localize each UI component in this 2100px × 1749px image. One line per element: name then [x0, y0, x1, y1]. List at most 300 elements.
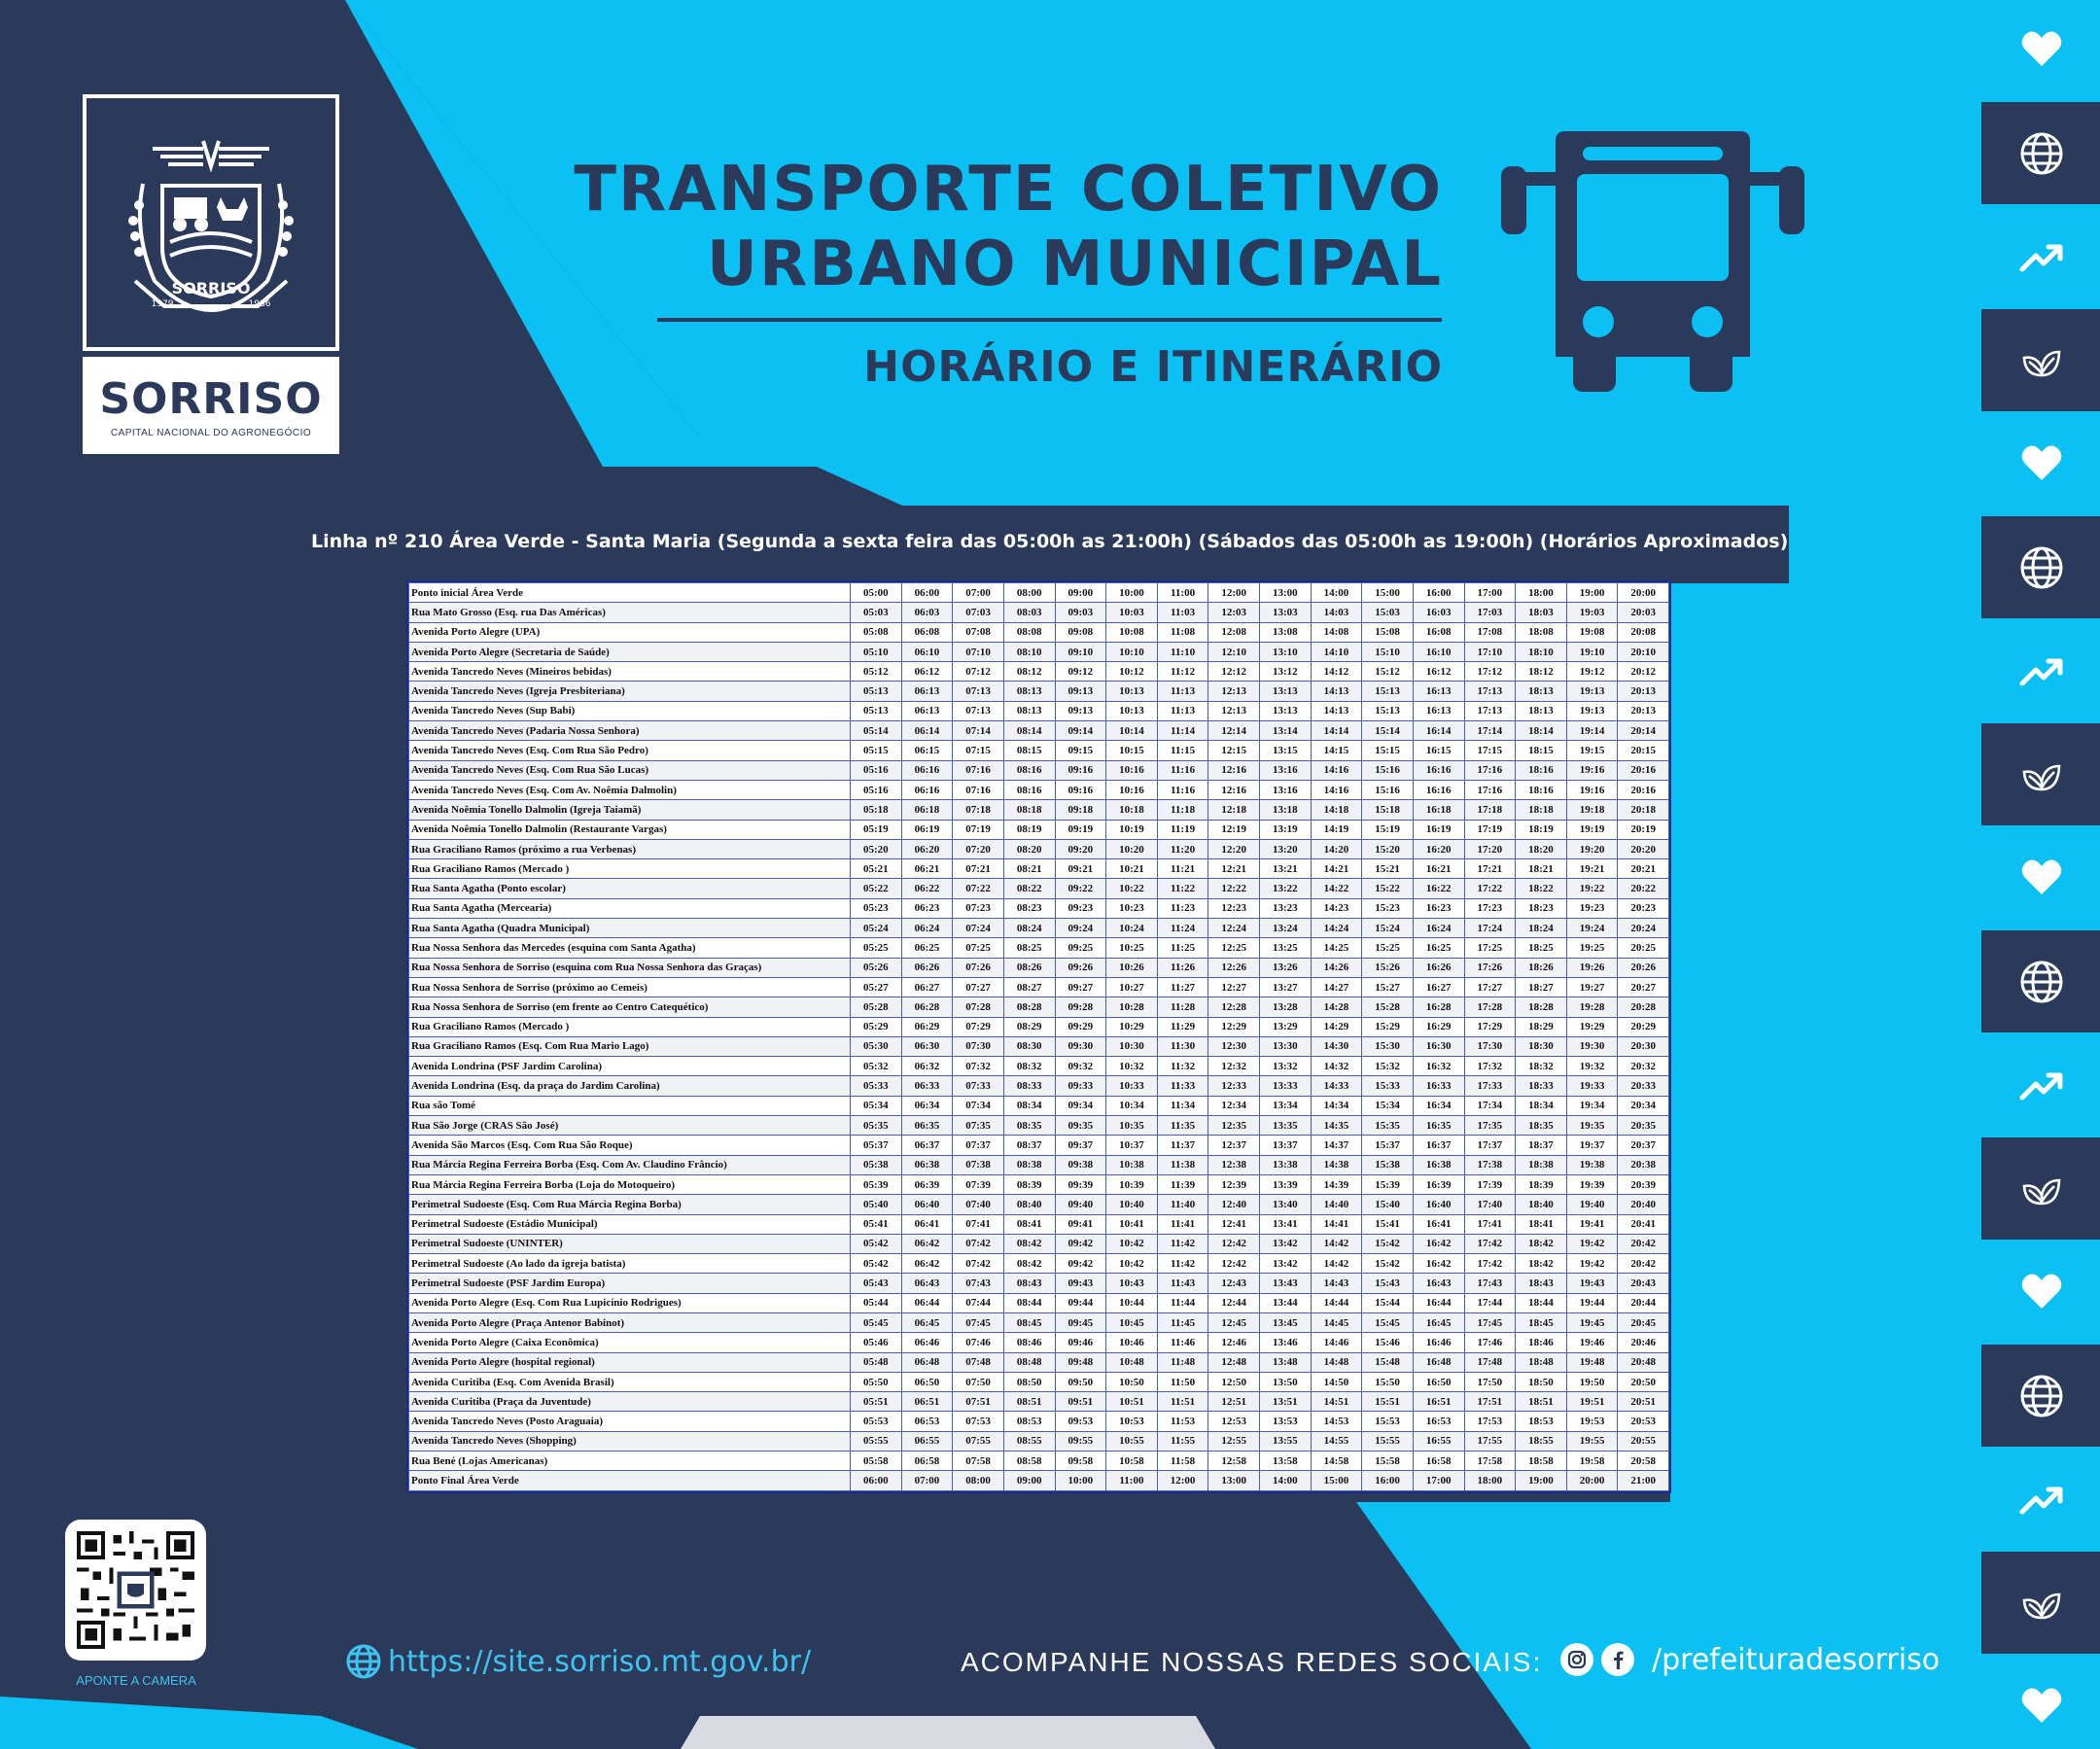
- departure-time: 14:58: [1311, 1452, 1362, 1471]
- social-handle[interactable]: /prefeituradesorriso: [1652, 1643, 1941, 1677]
- departure-time: 20:43: [1618, 1274, 1669, 1293]
- departure-time: 07:38: [953, 1155, 1004, 1174]
- departure-time: 09:16: [1055, 760, 1106, 780]
- departure-time: 05:39: [851, 1174, 902, 1194]
- departure-time: 17:48: [1464, 1352, 1516, 1372]
- globe-icon: [2019, 1374, 2064, 1418]
- departure-time: 15:18: [1362, 800, 1414, 820]
- departure-time: 06:12: [901, 662, 953, 682]
- departure-time: 18:51: [1516, 1392, 1567, 1412]
- table-row: [409, 820, 1669, 839]
- departure-time: 12:50: [1208, 1372, 1260, 1391]
- departure-time: 11:30: [1157, 1036, 1208, 1056]
- departure-time: 11:10: [1157, 642, 1208, 661]
- departure-time: 07:29: [953, 1017, 1004, 1036]
- departure-time: 11:25: [1157, 938, 1208, 958]
- departure-time: 11:38: [1157, 1155, 1208, 1174]
- departure-time: 06:10: [901, 642, 953, 661]
- departure-time: 15:16: [1362, 780, 1414, 799]
- departure-time: 16:18: [1413, 800, 1464, 820]
- table-row: [409, 721, 1669, 741]
- departure-time: 15:44: [1362, 1293, 1414, 1312]
- departure-time: 12:48: [1208, 1352, 1260, 1372]
- departure-time: 08:13: [1003, 701, 1055, 720]
- departure-time: 18:24: [1516, 919, 1567, 938]
- departure-time: 19:10: [1566, 642, 1618, 661]
- departure-time: 08:00: [953, 1471, 1004, 1491]
- departure-time: 13:00: [1260, 583, 1312, 603]
- departure-time: 18:03: [1516, 603, 1567, 622]
- departure-time: 12:30: [1208, 1036, 1260, 1056]
- departure-time: 18:42: [1516, 1234, 1567, 1253]
- departure-time: 17:12: [1464, 662, 1516, 682]
- table-row: [409, 859, 1669, 879]
- table-row: [409, 1293, 1669, 1312]
- table-row: [409, 1057, 1669, 1076]
- side-icon-tile: [1981, 1448, 2100, 1550]
- departure-time: 07:44: [953, 1293, 1004, 1312]
- departure-time: 18:30: [1516, 1036, 1567, 1056]
- departure-time: 05:46: [851, 1333, 902, 1352]
- departure-time: 11:33: [1157, 1076, 1208, 1096]
- stop-name: Rua Nossa Senhora de Sorriso (em frente ao Centro Catequético): [409, 997, 851, 1017]
- departure-time: 13:14: [1260, 721, 1312, 741]
- stop-name: Avenida Tancredo Neves (Esq. Com Rua São Pedro): [409, 741, 851, 760]
- trend-up-icon: [2019, 1477, 2064, 1522]
- departure-time: 19:00: [1566, 583, 1618, 603]
- departure-time: 20:14: [1618, 721, 1669, 741]
- departure-time: 06:20: [901, 839, 953, 858]
- departure-time: 13:35: [1260, 1116, 1312, 1136]
- departure-time: 05:28: [851, 997, 902, 1017]
- departure-time: 17:29: [1464, 1017, 1516, 1036]
- departure-time: 06:22: [901, 879, 953, 898]
- departure-time: 10:21: [1106, 859, 1158, 879]
- departure-time: 08:00: [1003, 583, 1055, 603]
- stop-name: Perimetral Sudoeste (Esq. Com Rua Márcia Regina Borba): [409, 1195, 851, 1214]
- departure-time: 17:13: [1464, 682, 1516, 701]
- departure-time: 18:14: [1516, 721, 1567, 741]
- leaf-icon: [2019, 338, 2064, 383]
- leaf-icon: [2019, 1167, 2064, 1211]
- departure-time: 07:00: [953, 583, 1004, 603]
- departure-time: 13:08: [1260, 622, 1312, 642]
- departure-time: 07:22: [953, 879, 1004, 898]
- departure-time: 07:27: [953, 977, 1004, 997]
- departure-time: 05:16: [851, 780, 902, 799]
- departure-time: 06:15: [901, 741, 953, 760]
- departure-time: 17:28: [1464, 997, 1516, 1017]
- departure-time: 20:28: [1618, 997, 1669, 1017]
- instagram-icon[interactable]: [1560, 1643, 1593, 1676]
- departure-time: 19:16: [1566, 780, 1618, 799]
- departure-time: 10:10: [1106, 642, 1158, 661]
- departure-time: 12:29: [1208, 1017, 1260, 1036]
- departure-time: 10:33: [1106, 1076, 1158, 1096]
- departure-time: 19:46: [1566, 1333, 1618, 1352]
- departure-time: 10:24: [1106, 919, 1158, 938]
- departure-time: 12:46: [1208, 1333, 1260, 1352]
- table-row: [409, 800, 1669, 820]
- departure-time: 05:42: [851, 1234, 902, 1253]
- stop-name: Avenida Porto Alegre (hospital regional): [409, 1352, 851, 1372]
- departure-time: 20:25: [1618, 938, 1669, 958]
- departure-time: 20:41: [1618, 1214, 1669, 1234]
- departure-time: 19:12: [1566, 662, 1618, 682]
- departure-time: 12:24: [1208, 919, 1260, 938]
- departure-time: 10:32: [1106, 1057, 1158, 1076]
- departure-time: 13:03: [1260, 603, 1312, 622]
- qr-code[interactable]: [65, 1520, 206, 1661]
- table-row: [409, 1352, 1669, 1372]
- departure-time: 07:25: [953, 938, 1004, 958]
- departure-time: 17:18: [1464, 800, 1516, 820]
- departure-time: 10:22: [1106, 879, 1158, 898]
- departure-time: 09:35: [1055, 1116, 1106, 1136]
- departure-time: 07:00: [901, 1471, 953, 1491]
- departure-time: 12:13: [1208, 701, 1260, 720]
- departure-time: 17:32: [1464, 1057, 1516, 1076]
- departure-time: 18:46: [1516, 1333, 1567, 1352]
- departure-time: 14:34: [1311, 1096, 1362, 1115]
- departure-time: 14:45: [1311, 1312, 1362, 1332]
- departure-time: 05:21: [851, 859, 902, 879]
- departure-time: 19:26: [1566, 958, 1618, 977]
- departure-time: 12:15: [1208, 741, 1260, 760]
- departure-time: 14:10: [1311, 642, 1362, 661]
- departure-time: 07:34: [953, 1096, 1004, 1115]
- departure-time: 14:16: [1311, 760, 1362, 780]
- departure-time: 08:34: [1003, 1096, 1055, 1115]
- departure-time: 18:10: [1516, 642, 1567, 661]
- departure-time: 12:35: [1208, 1116, 1260, 1136]
- departure-time: 19:14: [1566, 721, 1618, 741]
- departure-time: 16:13: [1413, 701, 1464, 720]
- departure-time: 09:26: [1055, 958, 1106, 977]
- departure-time: 06:33: [901, 1076, 953, 1096]
- departure-time: 13:37: [1260, 1136, 1312, 1155]
- departure-time: 19:55: [1566, 1431, 1618, 1451]
- departure-time: 16:40: [1413, 1195, 1464, 1214]
- departure-time: 18:16: [1516, 780, 1567, 799]
- departure-time: 09:14: [1055, 721, 1106, 741]
- stop-name: Ponto Final Área Verde: [409, 1471, 851, 1491]
- departure-time: 18:34: [1516, 1096, 1567, 1115]
- departure-time: 11:16: [1157, 780, 1208, 799]
- departure-time: 20:00: [1566, 1471, 1618, 1491]
- departure-time: 13:25: [1260, 938, 1312, 958]
- departure-time: 05:37: [851, 1136, 902, 1155]
- departure-time: 10:44: [1106, 1293, 1158, 1312]
- qr-code-pattern: [77, 1531, 194, 1649]
- departure-time: 09:08: [1055, 622, 1106, 642]
- departure-time: 19:32: [1566, 1057, 1618, 1076]
- table-row: [409, 603, 1669, 622]
- departure-time: 09:15: [1055, 741, 1106, 760]
- departure-time: 07:12: [953, 662, 1004, 682]
- departure-time: 11:46: [1157, 1333, 1208, 1352]
- departure-time: 14:23: [1311, 898, 1362, 918]
- stop-name: Perimetral Sudoeste (PSF Jardim Europa): [409, 1274, 851, 1293]
- departure-time: 20:18: [1618, 800, 1669, 820]
- departure-time: 11:42: [1157, 1254, 1208, 1274]
- departure-time: 14:38: [1311, 1155, 1362, 1174]
- departure-time: 17:43: [1464, 1274, 1516, 1293]
- departure-time: 12:58: [1208, 1452, 1260, 1471]
- stop-name: Avenida Tancredo Neves (Sup Babi): [409, 701, 851, 720]
- departure-time: 11:50: [1157, 1372, 1208, 1391]
- departure-time: 09:37: [1055, 1136, 1106, 1155]
- departure-time: 12:14: [1208, 721, 1260, 741]
- departure-time: 08:33: [1003, 1076, 1055, 1096]
- departure-time: 16:13: [1413, 682, 1464, 701]
- departure-time: 07:46: [953, 1333, 1004, 1352]
- schedule-table: [408, 582, 1669, 1491]
- departure-time: 15:40: [1362, 1195, 1414, 1214]
- departure-time: 14:08: [1311, 622, 1362, 642]
- departure-time: 14:27: [1311, 977, 1362, 997]
- departure-time: 09:45: [1055, 1312, 1106, 1332]
- departure-time: 15:00: [1362, 583, 1414, 603]
- departure-time: 05:44: [851, 1293, 902, 1312]
- departure-time: 16:10: [1413, 642, 1464, 661]
- departure-time: 05:10: [851, 642, 902, 661]
- departure-time: 08:18: [1003, 800, 1055, 820]
- departure-time: 15:27: [1362, 977, 1414, 997]
- departure-time: 20:16: [1618, 780, 1669, 799]
- departure-time: 20:40: [1618, 1195, 1669, 1214]
- departure-time: 05:00: [851, 583, 902, 603]
- city-logo: [83, 94, 339, 454]
- table-row: [409, 583, 1669, 603]
- departure-time: 08:23: [1003, 898, 1055, 918]
- departure-time: 08:38: [1003, 1155, 1055, 1174]
- departure-time: 20:39: [1618, 1174, 1669, 1194]
- side-icon-tile: [1981, 723, 2100, 825]
- departure-time: 13:38: [1260, 1155, 1312, 1174]
- departure-time: 08:53: [1003, 1412, 1055, 1431]
- departure-time: 09:46: [1055, 1333, 1106, 1352]
- departure-time: 11:20: [1157, 839, 1208, 858]
- departure-time: 19:58: [1566, 1452, 1618, 1471]
- departure-time: 19:15: [1566, 741, 1618, 760]
- departure-time: 15:55: [1362, 1431, 1414, 1451]
- line-info-bar: [311, 506, 1789, 583]
- departure-time: 12:03: [1208, 603, 1260, 622]
- departure-time: 10:29: [1106, 1017, 1158, 1036]
- departure-time: 05:26: [851, 958, 902, 977]
- departure-time: 11:23: [1157, 898, 1208, 918]
- stop-name: Rua Graciliano Ramos (próximo a rua Verbenas): [409, 839, 851, 858]
- departure-time: 09:43: [1055, 1274, 1106, 1293]
- departure-time: 10:55: [1106, 1431, 1158, 1451]
- departure-time: 12:13: [1208, 682, 1260, 701]
- departure-time: 15:16: [1362, 760, 1414, 780]
- departure-time: 07:37: [953, 1136, 1004, 1155]
- departure-time: 11:41: [1157, 1214, 1208, 1234]
- departure-time: 20:30: [1618, 1036, 1669, 1056]
- departure-time: 12:39: [1208, 1174, 1260, 1194]
- table-row: [409, 1017, 1669, 1036]
- departure-time: 14:51: [1311, 1392, 1362, 1412]
- table-row: [409, 1036, 1669, 1056]
- departure-time: 19:34: [1566, 1096, 1618, 1115]
- schedule-table-container: [406, 580, 1671, 1493]
- crest-frame: [83, 94, 339, 351]
- departure-time: 06:34: [901, 1096, 953, 1115]
- departure-time: 06:42: [901, 1234, 953, 1253]
- departure-time: 08:15: [1003, 741, 1055, 760]
- departure-time: 09:27: [1055, 977, 1106, 997]
- crest-year-right: 1986: [248, 299, 271, 309]
- departure-time: 08:26: [1003, 958, 1055, 977]
- departure-time: 17:40: [1464, 1195, 1516, 1214]
- departure-time: 20:35: [1618, 1116, 1669, 1136]
- departure-time: 15:20: [1362, 839, 1414, 858]
- side-icon-tile: [1981, 1552, 2100, 1654]
- stop-name: Rua Márcia Regina Ferreira Borba (Loja do Motoqueiro): [409, 1174, 851, 1194]
- departure-time: 06:35: [901, 1116, 953, 1136]
- globe-icon: [345, 1643, 382, 1680]
- departure-time: 09:40: [1055, 1195, 1106, 1214]
- departure-time: 18:43: [1516, 1274, 1567, 1293]
- departure-time: 18:55: [1516, 1431, 1567, 1451]
- departure-time: 17:15: [1464, 741, 1516, 760]
- departure-time: 19:45: [1566, 1312, 1618, 1332]
- departure-time: 16:28: [1413, 997, 1464, 1017]
- departure-time: 09:53: [1055, 1412, 1106, 1431]
- departure-time: 19:22: [1566, 879, 1618, 898]
- departure-time: 05:08: [851, 622, 902, 642]
- departure-time: 11:00: [1106, 1471, 1158, 1491]
- departure-time: 14:50: [1311, 1372, 1362, 1391]
- stop-name: Avenida Porto Alegre (Secretaria de Saúde): [409, 642, 851, 661]
- leaf-icon: [2019, 1581, 2064, 1626]
- departure-time: 19:35: [1566, 1116, 1618, 1136]
- departure-time: 19:44: [1566, 1293, 1618, 1312]
- departure-time: 18:44: [1516, 1293, 1567, 1312]
- departure-time: 17:00: [1413, 1471, 1464, 1491]
- departure-time: 06:58: [901, 1452, 953, 1471]
- departure-time: 05:15: [851, 741, 902, 760]
- departure-time: 10:51: [1106, 1392, 1158, 1412]
- departure-time: 16:16: [1413, 780, 1464, 799]
- departure-time: 06:16: [901, 760, 953, 780]
- table-row: [409, 1195, 1669, 1214]
- departure-time: 13:41: [1260, 1214, 1312, 1234]
- departure-time: 18:13: [1516, 682, 1567, 701]
- departure-time: 19:51: [1566, 1392, 1618, 1412]
- stop-name: Rua São Jorge (CRAS São José): [409, 1116, 851, 1136]
- departure-time: 07:45: [953, 1312, 1004, 1332]
- departure-time: 12:22: [1208, 879, 1260, 898]
- departure-time: 12:41: [1208, 1214, 1260, 1234]
- departure-time: 08:22: [1003, 879, 1055, 898]
- departure-time: 09:25: [1055, 938, 1106, 958]
- departure-time: 13:53: [1260, 1412, 1312, 1431]
- departure-time: 16:32: [1413, 1057, 1464, 1076]
- departure-time: 18:23: [1516, 898, 1567, 918]
- table-row: [409, 741, 1669, 760]
- departure-time: 10:53: [1106, 1412, 1158, 1431]
- heart-icon: [2019, 1270, 2064, 1314]
- departure-time: 13:20: [1260, 839, 1312, 858]
- departure-time: 20:08: [1618, 622, 1669, 642]
- departure-time: 07:19: [953, 820, 1004, 839]
- departure-time: 13:55: [1260, 1431, 1312, 1451]
- departure-time: 05:43: [851, 1274, 902, 1293]
- website-url[interactable]: https://site.sorriso.mt.gov.br/: [388, 1645, 812, 1679]
- departure-time: 20:44: [1618, 1293, 1669, 1312]
- table-row: [409, 1116, 1669, 1136]
- stop-name: Rua Graciliano Ramos (Mercado ): [409, 859, 851, 879]
- departure-time: 19:53: [1566, 1412, 1618, 1431]
- stop-name: Avenida Curitiba (Esq. Com Avenida Brasil): [409, 1372, 851, 1391]
- departure-time: 11:14: [1157, 721, 1208, 741]
- departure-time: 14:12: [1311, 662, 1362, 682]
- departure-time: 10:37: [1106, 1136, 1158, 1155]
- departure-time: 05:38: [851, 1155, 902, 1174]
- departure-time: 16:33: [1413, 1076, 1464, 1096]
- departure-time: 20:26: [1618, 958, 1669, 977]
- departure-time: 09:22: [1055, 879, 1106, 898]
- departure-time: 10:20: [1106, 839, 1158, 858]
- departure-time: 05:32: [851, 1057, 902, 1076]
- departure-time: 10:28: [1106, 997, 1158, 1017]
- departure-time: 07:48: [953, 1352, 1004, 1372]
- departure-time: 06:43: [901, 1274, 953, 1293]
- departure-time: 11:45: [1157, 1312, 1208, 1332]
- departure-time: 14:24: [1311, 919, 1362, 938]
- departure-time: 13:00: [1208, 1471, 1260, 1491]
- stop-name: Rua Santa Agatha (Ponto escolar): [409, 879, 851, 898]
- departure-time: 05:33: [851, 1076, 902, 1096]
- departure-time: 12:00: [1208, 583, 1260, 603]
- crest-name: SORRISO: [171, 279, 251, 297]
- departure-time: 19:43: [1566, 1274, 1618, 1293]
- departure-time: 15:21: [1362, 859, 1414, 879]
- table-row: [409, 1274, 1669, 1293]
- departure-time: 14:26: [1311, 958, 1362, 977]
- departure-time: 10:15: [1106, 741, 1158, 760]
- departure-time: 11:00: [1157, 583, 1208, 603]
- departure-time: 14:41: [1311, 1214, 1362, 1234]
- departure-time: 09:50: [1055, 1372, 1106, 1391]
- side-icon-tile: [1981, 1655, 2100, 1749]
- departure-time: 14:33: [1311, 1076, 1362, 1096]
- departure-time: 07:50: [953, 1372, 1004, 1391]
- departure-time: 10:42: [1106, 1234, 1158, 1253]
- departure-time: 20:38: [1618, 1155, 1669, 1174]
- departure-time: 05:25: [851, 938, 902, 958]
- departure-time: 18:48: [1516, 1352, 1567, 1372]
- departure-time: 12:10: [1208, 642, 1260, 661]
- facebook-icon[interactable]: [1601, 1643, 1634, 1676]
- departure-time: 09:00: [1055, 583, 1106, 603]
- table-row: [409, 1155, 1669, 1174]
- departure-time: 08:41: [1003, 1214, 1055, 1234]
- heart-icon: [2019, 441, 2064, 486]
- departure-time: 10:39: [1106, 1174, 1158, 1194]
- departure-time: 11:24: [1157, 919, 1208, 938]
- departure-time: 18:38: [1516, 1155, 1567, 1174]
- stop-name: Rua Nossa Senhora de Sorriso (próximo ao Cemeis): [409, 977, 851, 997]
- departure-time: 11:27: [1157, 977, 1208, 997]
- departure-time: 12:20: [1208, 839, 1260, 858]
- table-row: [409, 997, 1669, 1017]
- departure-time: 09:19: [1055, 820, 1106, 839]
- departure-time: 06:19: [901, 820, 953, 839]
